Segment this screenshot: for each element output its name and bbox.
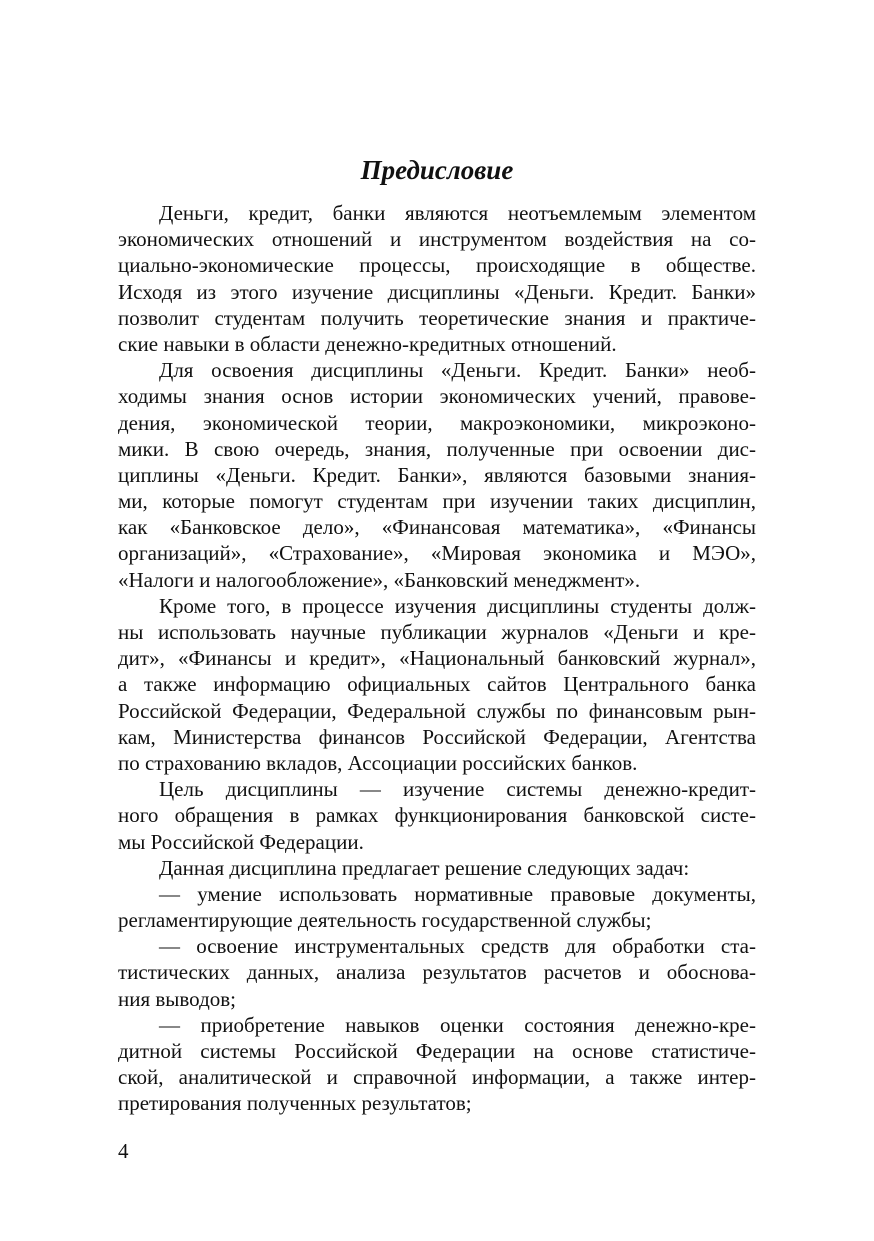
text-line: по страхованию вкладов, Ассоциации российских банков.: [118, 750, 638, 775]
text-line: «Налоги и налогообложение», «Банковский менеджмент».: [118, 567, 641, 592]
text-line: а также информацию официальных сайтов Центрального банка: [118, 672, 756, 697]
text-line: циально-экономические процессы, происходящие в обществе.: [118, 253, 756, 278]
text-line: Кроме того, в процессе изучения дисциплины студенты долж-: [159, 593, 756, 618]
text-line: претирования полученных результатов;: [118, 1091, 472, 1116]
text-line: как «Банковское дело», «Финансовая математика», «Финансы: [118, 515, 756, 540]
page-number: 4: [118, 1139, 129, 1163]
body-text: [118, 200, 756, 1117]
text-line: кам, Министерства финансов Российской Федерации, Агентства: [118, 724, 756, 749]
text-line: мы Российской Федерации.: [118, 829, 364, 854]
text-line: — приобретение навыков оценки состояния денежно-кре-: [159, 1012, 756, 1037]
text-line: ской, аналитической и справочной информации, а также интер-: [118, 1065, 756, 1090]
text-line: дения, экономической теории, макроэкономики, микроэконо-: [118, 410, 756, 435]
text-line: тистических данных, анализа результатов расчетов и обоснова-: [118, 960, 756, 985]
text-line: ния выводов;: [118, 986, 237, 1011]
page-title: Предисловие: [360, 155, 514, 185]
text-line: дит», «Финансы и кредит», «Национальный банковский журнал»,: [118, 646, 756, 671]
text-line: ходимы знания основ истории экономических учений, правове-: [118, 384, 756, 409]
text-line: — умение использовать нормативные правовые документы,: [159, 881, 756, 906]
text-line: — освоение инструментальных средств для обработки ста-: [159, 934, 756, 959]
text-line: Цель дисциплины — изучение системы денежно-кредит-: [159, 777, 756, 802]
text-line: дитной системы Российской Федерации на основе статистиче-: [118, 1039, 756, 1063]
text-line: Данная дисциплина предлагает решение следующих задач:: [159, 855, 690, 880]
text-line: циплины «Деньги. Кредит. Банки», являются базовыми знания-: [118, 462, 756, 487]
text-line: позволит студентам получить теоретические знания и практиче-: [118, 305, 756, 330]
text-line: Для освоения дисциплины «Деньги. Кредит. Банки» необ-: [159, 358, 756, 383]
text-line: экономических отношений и инструментом воздействия на со-: [118, 227, 756, 252]
text-line: ны использовать научные публикации журналов «Деньги и кре-: [118, 620, 756, 644]
text-line: регламентирующие деятельность государственной службы;: [118, 908, 652, 933]
text-line: организаций», «Страхование», «Мировая экономика и МЭО»,: [118, 541, 756, 566]
text-line: ми, которые помогут студентам при изучении таких дисциплин,: [118, 489, 756, 514]
text-line: ские навыки в области денежно-кредитных отношений.: [118, 331, 617, 356]
text-line: мики. В свою очередь, знания, полученные при освоении дис-: [118, 436, 756, 461]
text-line: ного обращения в рамках функционирования банковской систе-: [118, 803, 756, 828]
text-line: Российской Федерации, Федеральной службы по финансовым рын-: [118, 698, 756, 723]
text-line: Исходя из этого изучение дисциплины «Деньги. Кредит. Банки»: [118, 279, 756, 304]
text-line: Деньги, кредит, банки являются неотъемлемым элементом: [159, 201, 756, 225]
